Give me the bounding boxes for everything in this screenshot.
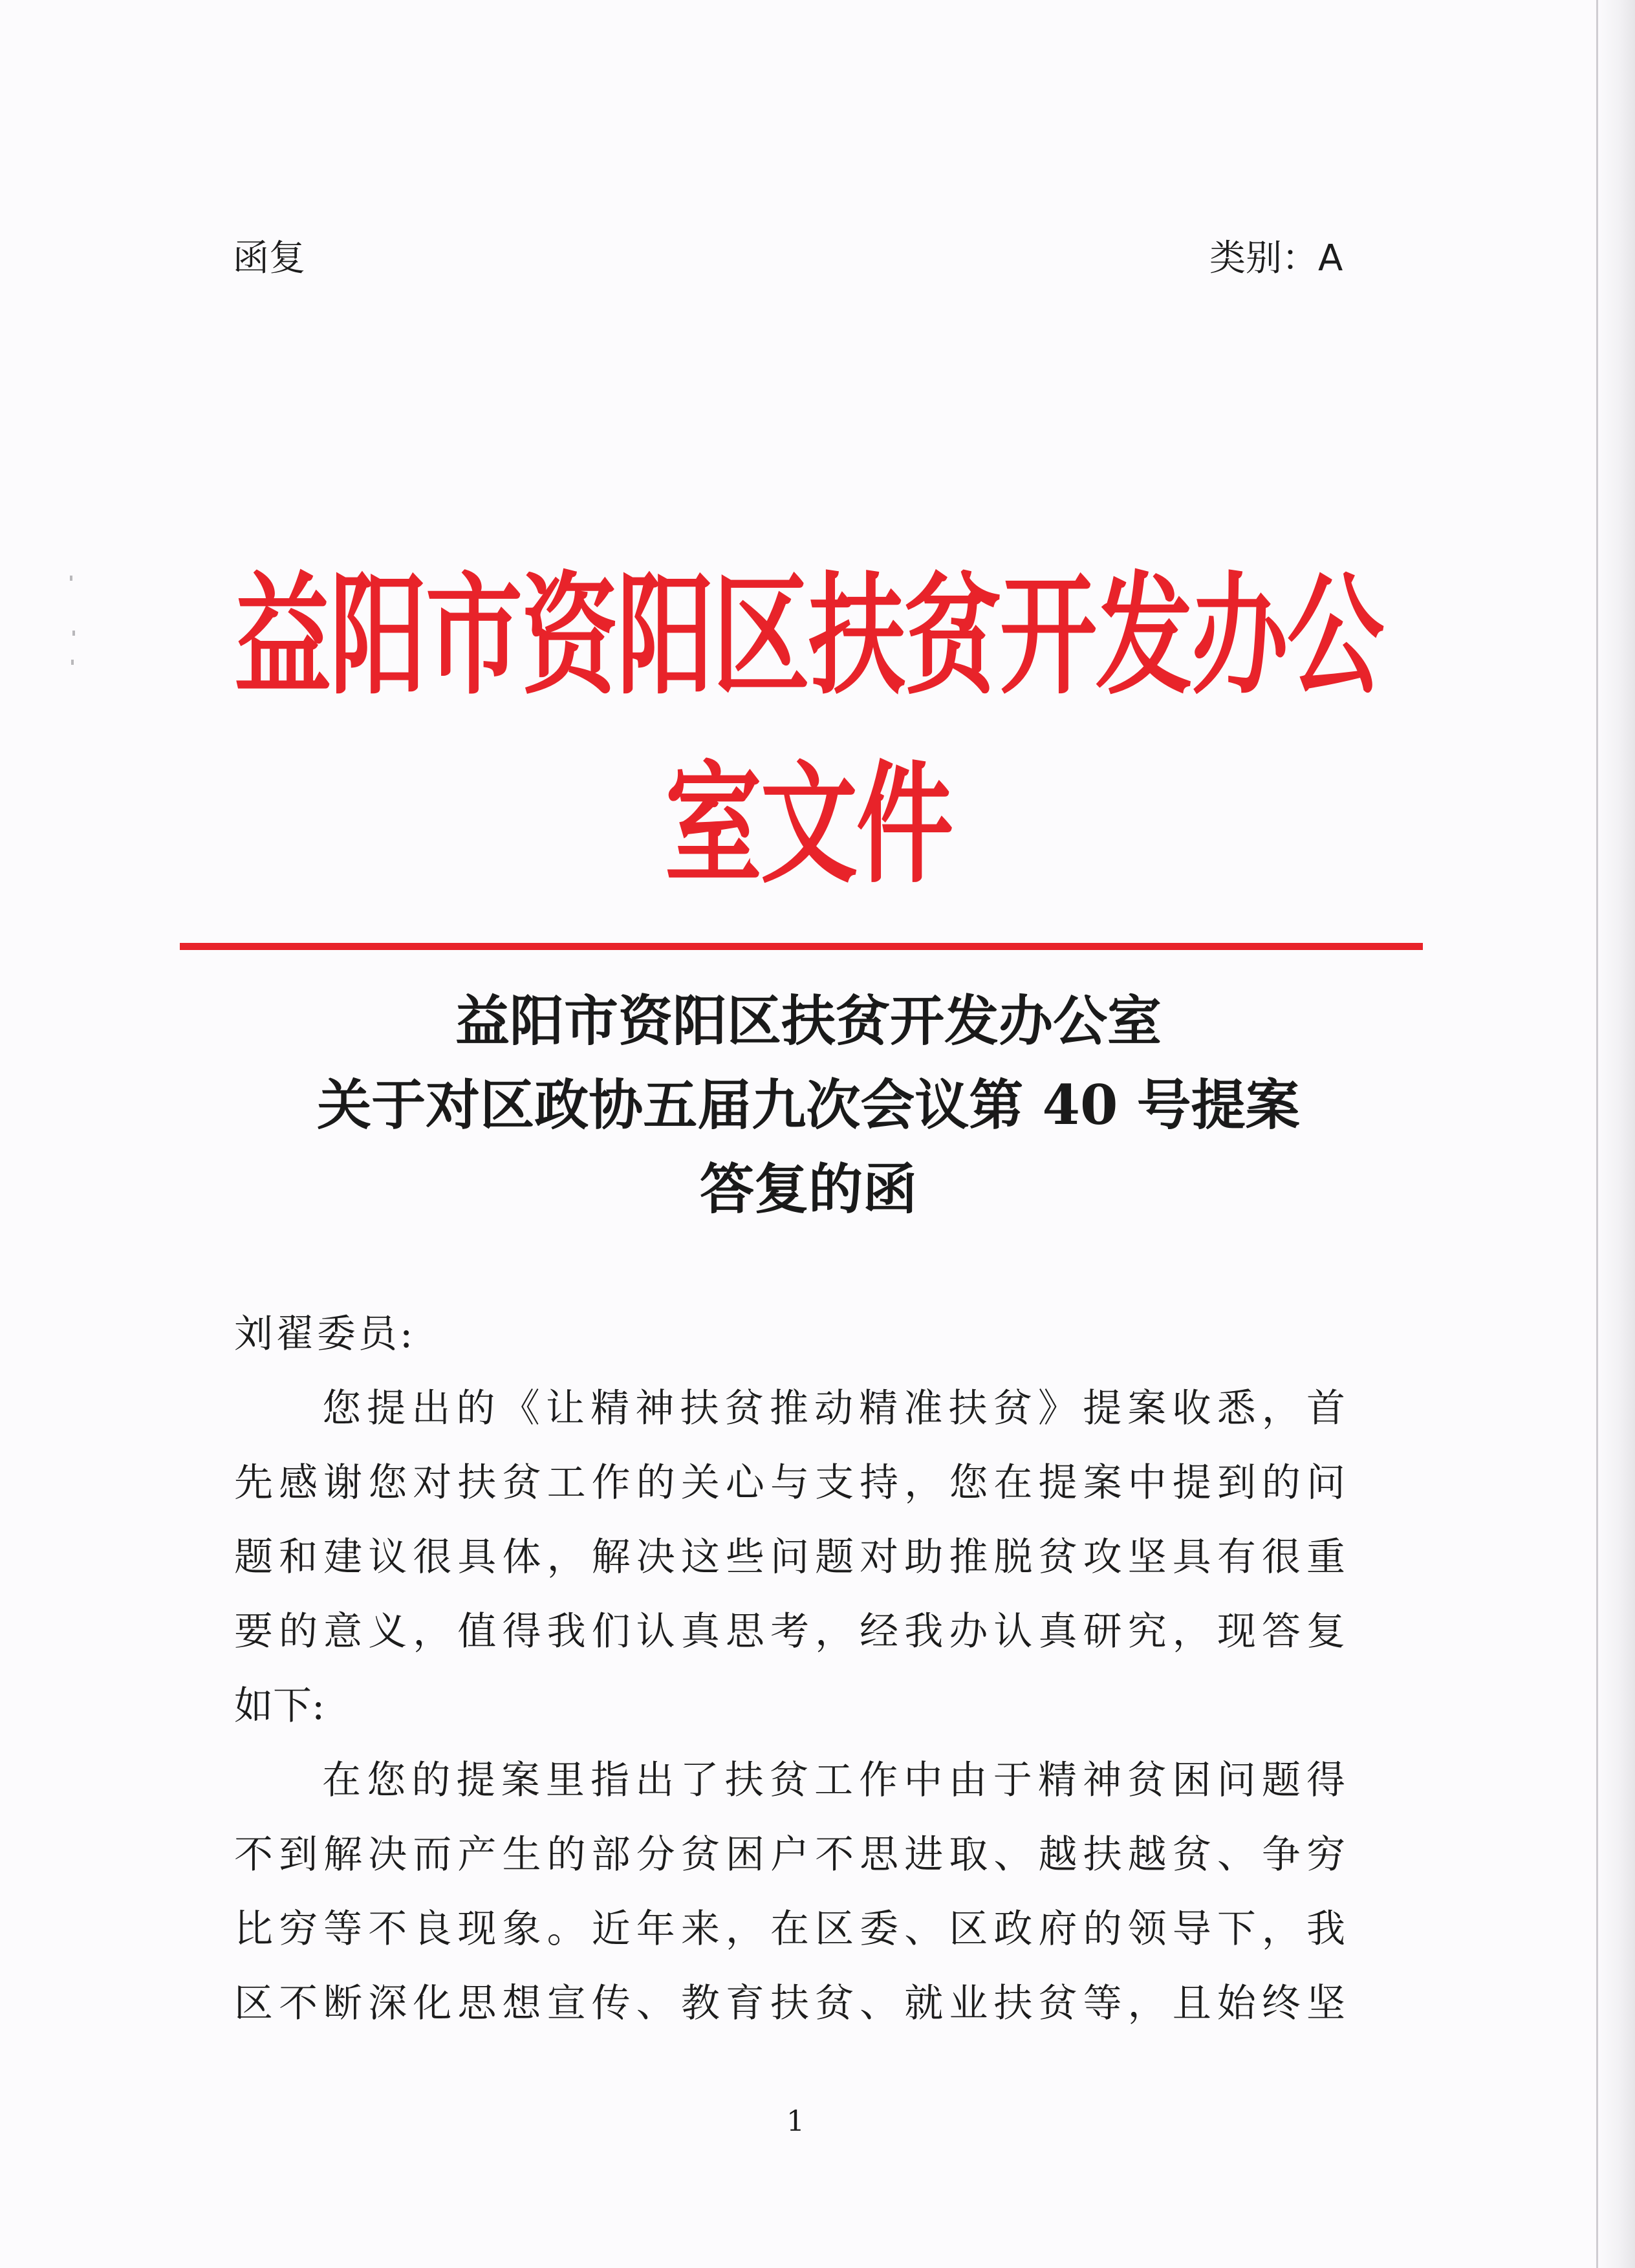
document-title-line-2: 关于对区政协五届九次会议第 40 号提案 bbox=[317, 1073, 1300, 1137]
scan-speck bbox=[70, 576, 72, 581]
issuer-red-title: 益阳市资阳区扶贫开发办公室文件 bbox=[233, 559, 1383, 902]
body-line: 区不断深化思想宣传、教育扶贫、就业扶贫等，且始终坚 bbox=[234, 1981, 1345, 2026]
page-number: 1 bbox=[786, 2105, 805, 2138]
body-line: 题和建议很具体，解决这些问题对助推脱贫攻坚具有很重 bbox=[234, 1535, 1345, 1580]
document-title-line-1: 益阳市资阳区扶贫开发办公室 bbox=[455, 989, 1162, 1053]
page-edge-shadow bbox=[1596, 0, 1635, 2268]
body-line: 比穷等不良现象。近年来，在区委、区政府的领导下，我 bbox=[234, 1906, 1345, 1952]
body-line: 要的意义，值得我们认真思考，经我办认真研究，现答复 bbox=[234, 1609, 1345, 1654]
body-line: 如下: bbox=[234, 1683, 325, 1729]
body-line: 在您的提案里指出了扶贫工作中由于精神贫困问题得 bbox=[322, 1758, 1345, 1803]
scan-speck bbox=[72, 631, 75, 636]
scan-speck bbox=[71, 660, 74, 665]
body-line: 不到解决而产生的部分贫困户不思进取、越扶越贫、争穷 bbox=[234, 1832, 1345, 1877]
body-line: 先感谢您对扶贫工作的关心与支持，您在提案中提到的问 bbox=[234, 1460, 1345, 1506]
salutation: 刘翟委员: bbox=[234, 1312, 416, 1357]
page-edge-line bbox=[1596, 0, 1598, 2268]
body-line: 您提出的《让精神扶贫推动精准扶贫》提案收悉，首 bbox=[322, 1386, 1345, 1431]
reply-label: 函复 bbox=[233, 237, 305, 279]
red-divider-rule bbox=[180, 943, 1423, 950]
document-title-line-3: 答复的函 bbox=[699, 1157, 917, 1221]
category-label: 类别：A bbox=[1209, 237, 1343, 279]
